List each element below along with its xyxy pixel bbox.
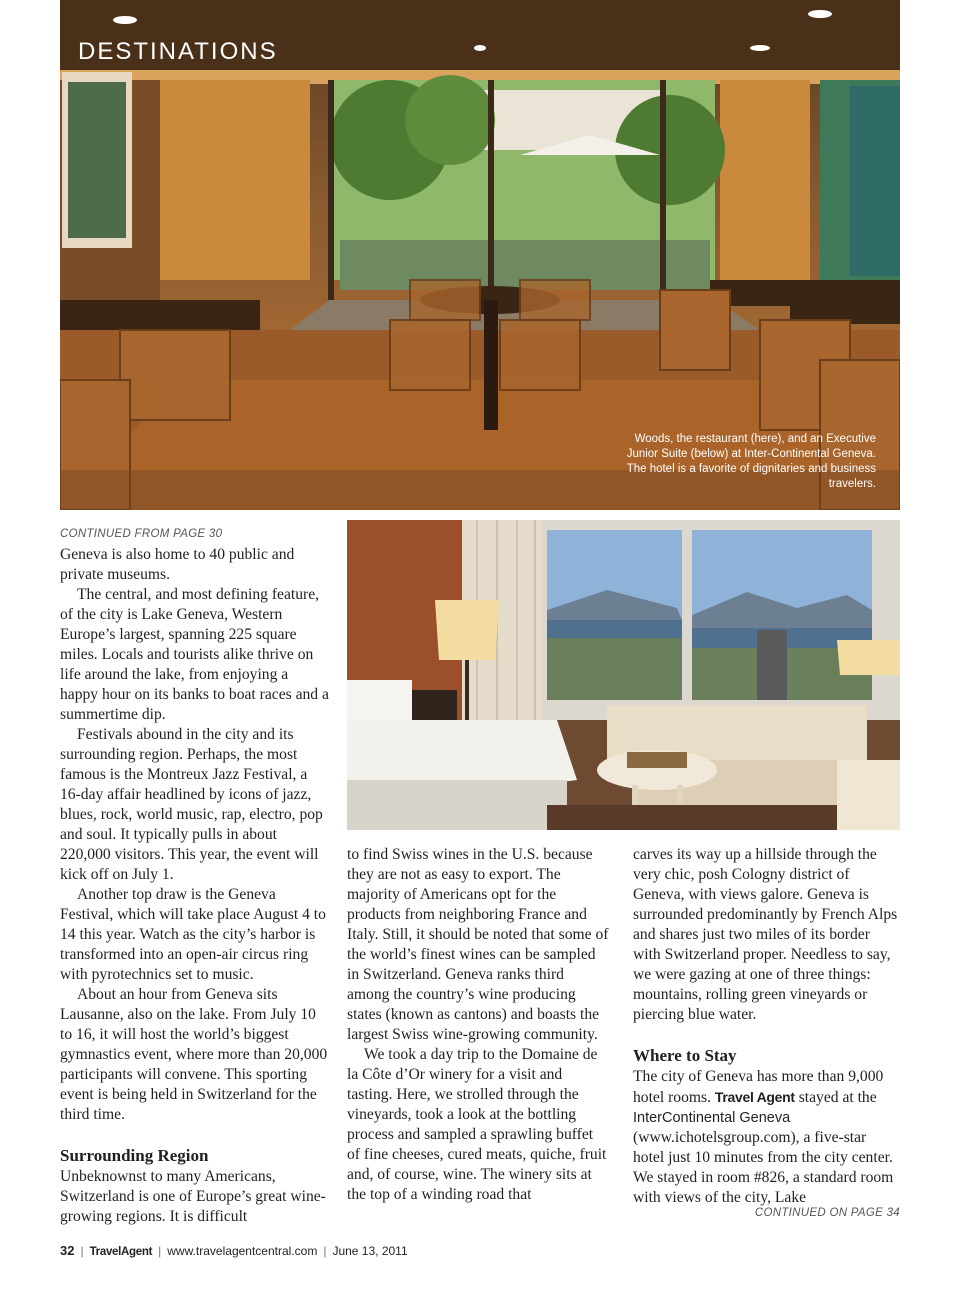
- hero-photo-restaurant: [60, 0, 900, 510]
- text-run: The city of Geneva has more than 9,000 hotel rooms.: [633, 1068, 884, 1106]
- hotel-name: InterContinental Geneva: [633, 1110, 791, 1126]
- body-paragraph: Festivals abound in the city and its surrounding region. Perhaps, the most famous is the Montreux Jazz Festival, a 16-day affair headlined by icons of jazz, blues, rock, world music, rap, electro, pop and soul. It typically pulls in about 220,000 visitors. This year, the event will kick off on July 1.: [60, 726, 323, 883]
- body-paragraph: The central, and most defining feature, of the city is Lake Geneva, Western Europe’s largest, spanning 225 square miles. Locals and tourists alike thrive on life around the lake, from enjoying a happy hour on its banks to boat races and a summertime dip.: [60, 586, 329, 723]
- body-paragraph: Another top draw is the Geneva Festival, which will take place August 4 to 14 this year. Watch as the city’s harbor is transformed into an open-air circus ring with pyrotechnics set to music.: [60, 886, 326, 983]
- section-label: DESTINATIONS: [78, 38, 278, 65]
- body-paragraph: [633, 1067, 900, 1208]
- body-paragraph: Unbeknownst to many Americans, Switzerland is one of Europe’s great wine-growing regions. It is difficult: [60, 1168, 326, 1225]
- article-column-1: [60, 525, 330, 1227]
- article-column-3: [633, 845, 900, 1208]
- continued-on-label: CONTINUED ON PAGE 34: [754, 1207, 900, 1219]
- continued-from-label: CONTINUED FROM PAGE 30: [60, 528, 223, 540]
- body-paragraph: carves its way up a hillside through the very chic, posh Cologny district of Geneva, with views galore. Geneva is surrounded predominantly by French Alps and shares just two miles of its border with Switzerland proper. Needless to say, we were gazing at one of three things: mountains, rolling green vineyards or piercing blue water.: [633, 846, 898, 1023]
- separator: |: [323, 1244, 327, 1258]
- body-paragraph: About an hour from Geneva sits Lausanne, also on the lake. From July 10 to 16, it will host the world’s biggest gymnastics event, where more than 20,000 participants will convene. This sporting event is being held in Switzerland for the third time.: [60, 986, 328, 1123]
- suite-photo: [347, 520, 900, 830]
- footer-date: June 13, 2011: [332, 1244, 408, 1258]
- brand-name: Travel Agent: [714, 1089, 795, 1105]
- photo-caption: Woods, the restaurant (here), and an Executive Junior Suite (below) at Inter-Continental Geneva. The hotel is a favorite of dignitaries and business travelers.: [626, 433, 876, 490]
- body-paragraph: to find Swiss wines in the U.S. because they are not as easy to export. The majority of Americans opt for the products from neighboring France and Italy. Still, it should be noted that some of the world’s finest wines can be sampled in Switzerland. Geneva ranks third among the country’s wine producing states (known as cantons) and boasts the largest Swiss wine-growing community.: [347, 846, 609, 1043]
- footer-url: www.travelagentcentral.com: [167, 1244, 318, 1258]
- page-number: 32: [60, 1243, 75, 1258]
- text-run: (www.ichotelsgroup.com), a five-star hotel just 10 minutes from the city center. We stayed in room #826, a standard room with views of the city, Lake: [633, 1129, 894, 1206]
- text-run: stayed at the: [798, 1089, 877, 1106]
- body-paragraph: We took a day trip to the Domaine de la Côte d’Or winery for a visit and tasting. Here, we strolled through the vineyards, took a look at the bottling process and sampled a sprawling buffet of fine cheeses, cured meats, quiche, fruit and, of course, wine. The winery sits at the top of a winding road that: [347, 1046, 607, 1203]
- footer-brand: TravelAgent: [89, 1246, 153, 1258]
- separator: |: [80, 1244, 84, 1258]
- hotel-suite-illustration: [347, 520, 900, 830]
- subheading-surrounding-region: Surrounding Region: [60, 1146, 209, 1165]
- body-paragraph: Geneva is also home to 40 public and private museums.: [60, 546, 295, 583]
- article-column-2: [347, 845, 609, 1205]
- subheading-where-to-stay: Where to Stay: [633, 1046, 737, 1065]
- separator: |: [158, 1244, 162, 1258]
- page-footer: [60, 1243, 408, 1258]
